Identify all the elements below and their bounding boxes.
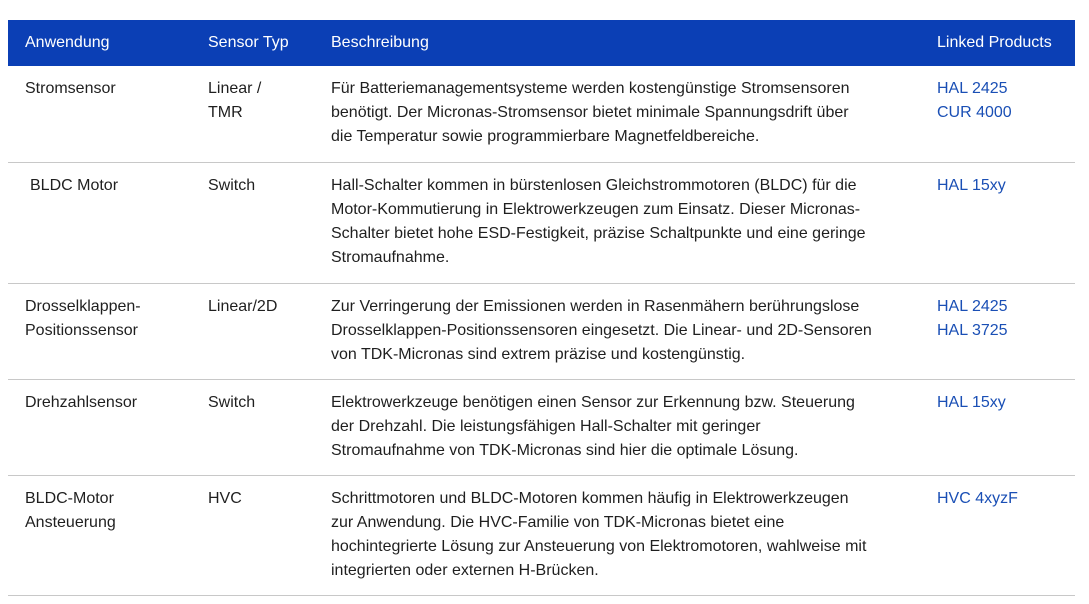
product-link-hvc-4xyzf[interactable]: HVC 4xyzF xyxy=(937,490,1018,507)
product-link-hal-15xy[interactable]: HAL 15xy xyxy=(937,177,1006,194)
product-link-cur-4000[interactable]: CUR 4000 xyxy=(937,104,1012,121)
cell-description xyxy=(331,163,937,284)
cell-description xyxy=(331,380,937,476)
description-line: Stromaufnahme. xyxy=(331,249,450,266)
description-line: zur Anwendung. Die HVC-Familie von TDK-Micronas bietet eine xyxy=(331,514,785,531)
description-line: Hall-Schalter kommen in bürstenlosen Gleichstrommotoren (BLDC) für die xyxy=(331,177,857,194)
cell-application xyxy=(8,380,208,476)
table-header xyxy=(8,20,1075,66)
description-line: Für Batteriemanagementsysteme werden kostengünstige Stromsensoren xyxy=(331,80,850,97)
description-line: Elektrowerkzeuge benötigen einen Sensor zur Erkennung bzw. Steuerung xyxy=(331,394,855,411)
description-line: integrierten oder externen H-Brücken. xyxy=(331,562,599,579)
sensor-type-text: Linear/2D xyxy=(208,298,278,315)
description-line: Zur Verringerung der Emissionen werden in Rasenmähern berührungslose xyxy=(331,298,860,315)
product-link-hal-2425[interactable]: HAL 2425 xyxy=(937,80,1008,97)
applications-table xyxy=(8,20,1075,596)
application-text: BLDC Motor xyxy=(30,177,119,194)
cell-products xyxy=(937,284,1075,380)
cell-application xyxy=(8,163,208,284)
header-row xyxy=(8,20,1075,66)
cell-description xyxy=(331,284,937,380)
header-sensor-type: Sensor Typ xyxy=(208,34,289,51)
description-line: Stromaufnahme von TDK-Micronas sind hier die optimale Lösung. xyxy=(331,442,799,459)
description-line: Schrittmotoren und BLDC-Motoren kommen häufig in Elektrowerkzeugen xyxy=(331,490,849,507)
description-line: benötigt. Der Micronas-Stromsensor bietet minimale Spannungsdrift über xyxy=(331,104,849,121)
description-line: Schalter bietet hohe ESD-Festigkeit, präzise Schaltpunkte und eine geringe xyxy=(331,225,866,242)
cell-products xyxy=(937,66,1075,163)
cell-sensor-type xyxy=(208,163,331,284)
sensor-type-text: Switch xyxy=(208,177,256,194)
product-table-container xyxy=(8,20,1075,596)
sensor-type-text: Switch xyxy=(208,394,256,411)
sensor-type-text: TMR xyxy=(208,104,243,121)
table-row xyxy=(8,66,1075,163)
product-link-hal-15xy[interactable]: HAL 15xy xyxy=(937,394,1006,411)
cell-products xyxy=(937,163,1075,284)
application-text: Ansteuerung xyxy=(25,514,116,531)
product-link-hal-3725[interactable]: HAL 3725 xyxy=(937,322,1008,339)
cell-application xyxy=(8,476,208,596)
table-row xyxy=(8,163,1075,284)
description-line: hochintegrierte Lösung zur Ansteuerung von Elektromotoren, wahlweise mit xyxy=(331,538,867,555)
application-text: BLDC-Motor xyxy=(25,490,114,507)
cell-sensor-type xyxy=(208,284,331,380)
description-line: Motor-Kommutierung in Elektrowerkzeugen zum Einsatz. Dieser Micronas- xyxy=(331,201,861,218)
product-link-hal-2425[interactable]: HAL 2425 xyxy=(937,298,1008,315)
description-line: der Drehzahl. Die leistungsfähigen Hall-Schalter mit geringer xyxy=(331,418,761,435)
sensor-type-text: Linear / xyxy=(208,80,262,97)
cell-sensor-type xyxy=(208,380,331,476)
sensor-type-text: HVC xyxy=(208,490,242,507)
header-application: Anwendung xyxy=(25,34,110,51)
cell-products xyxy=(937,380,1075,476)
table-body xyxy=(8,66,1075,596)
header-linked-products: Linked Products xyxy=(937,34,1052,51)
table-row xyxy=(8,380,1075,476)
description-line: von TDK-Micronas sind extrem präzise und kostengünstig. xyxy=(331,346,746,363)
header-description: Beschreibung xyxy=(331,34,429,51)
table-row xyxy=(8,476,1075,596)
application-text: Positionssensor xyxy=(25,322,138,339)
cell-application xyxy=(8,284,208,380)
description-line: die Temperatur sowie programmierbare Magnetfeldbereiche. xyxy=(331,128,760,145)
table-row xyxy=(8,284,1075,380)
description-line: Drosselklappen-Positionssensoren eingesetzt. Die Linear- und 2D-Sensoren xyxy=(331,322,872,339)
application-text: Stromsensor xyxy=(25,80,116,97)
application-text: Drosselklappen- xyxy=(25,298,141,315)
cell-description xyxy=(331,476,937,596)
cell-application xyxy=(8,66,208,163)
cell-sensor-type xyxy=(208,476,331,596)
application-text: Drehzahlsensor xyxy=(25,394,138,411)
cell-products xyxy=(937,476,1075,596)
cell-description xyxy=(331,66,937,163)
cell-sensor-type xyxy=(208,66,331,163)
